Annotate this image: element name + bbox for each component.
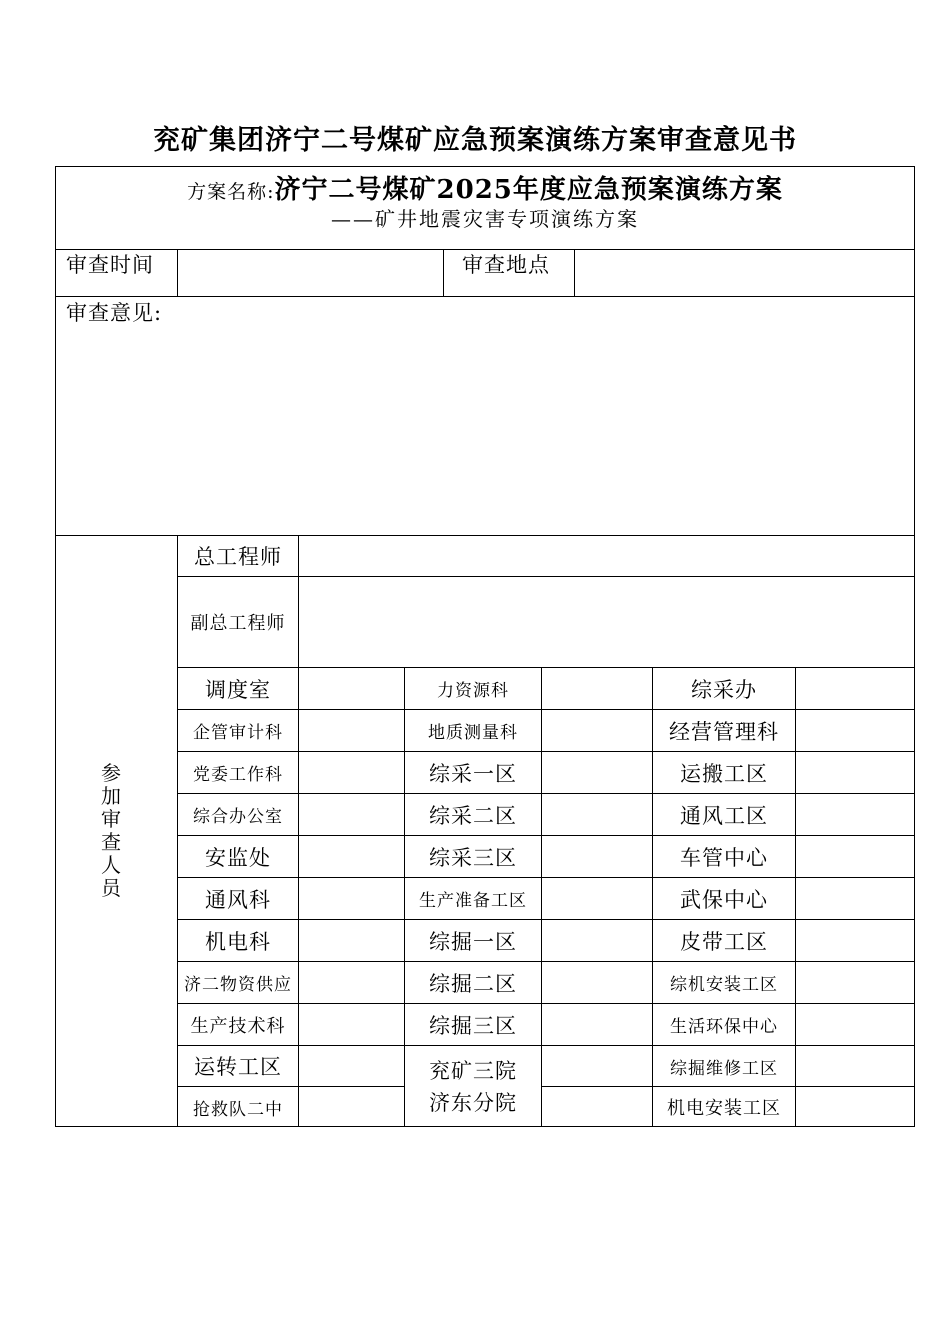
participants-label-char: 查 bbox=[101, 830, 121, 854]
review-opinion-field[interactable] bbox=[56, 327, 914, 535]
dept-label: 通风科 bbox=[205, 887, 271, 912]
dept-label: 党委工作科 bbox=[193, 765, 283, 785]
dept-label: 生活环保中心 bbox=[670, 1017, 778, 1037]
dept-label: 综掘二区 bbox=[429, 971, 517, 996]
participants-label-char: 人 bbox=[101, 853, 121, 877]
dept-label: 综掘维修工区 bbox=[670, 1058, 778, 1079]
dept-label: 运搬工区 bbox=[680, 761, 768, 786]
participants-section-label bbox=[96, 762, 126, 900]
dept-label: 车管中心 bbox=[680, 845, 768, 870]
divider bbox=[56, 296, 914, 297]
dept-label: 综机安装工区 bbox=[670, 975, 778, 995]
dept-label: 机电安装工区 bbox=[667, 1098, 781, 1119]
participants-label-char: 审 bbox=[101, 807, 121, 831]
plan-name: 济宁二号煤矿2025年度应急预案演练方案 bbox=[274, 175, 783, 205]
dept-label: 综掘一区 bbox=[429, 929, 517, 954]
review-location-field[interactable] bbox=[575, 250, 914, 296]
dept-label: 济二物资供应 bbox=[184, 975, 292, 995]
plan-subtitle: ——矿井地震灾害专项演练方案 bbox=[331, 207, 639, 231]
dept-label: 调度室 bbox=[205, 677, 271, 702]
review-time-field[interactable] bbox=[178, 250, 443, 296]
dept-label: 运转工区 bbox=[194, 1055, 282, 1079]
chief-engineer-label: 总工程师 bbox=[194, 545, 282, 569]
dept-label: 皮带工区 bbox=[680, 929, 768, 954]
dept-label: 综采三区 bbox=[429, 845, 517, 870]
divider bbox=[443, 249, 444, 296]
dept-label: 综合办公室 bbox=[193, 807, 283, 827]
participants-label-char: 加 bbox=[101, 784, 121, 808]
review-location-label: 审查地点 bbox=[462, 253, 550, 277]
dept-label: 经营管理科 bbox=[669, 719, 779, 744]
deputy-chief-engineer-signature-field[interactable] bbox=[299, 577, 914, 667]
dept-label: 力资源科 bbox=[437, 681, 509, 701]
review-form bbox=[55, 166, 915, 1127]
dept-label: 综掘三区 bbox=[429, 1013, 517, 1038]
dept-label: 抢救队二中 bbox=[193, 1099, 283, 1120]
chief-engineer-signature-field[interactable] bbox=[299, 536, 914, 576]
plan-header bbox=[56, 167, 914, 232]
participants-label-char: 员 bbox=[101, 876, 121, 900]
deputy-chief-engineer-label: 副总工程师 bbox=[190, 613, 286, 634]
document-title: 兖矿集团济宁二号煤矿应急预案演练方案审查意见书 bbox=[153, 125, 797, 156]
dept-label: 通风工区 bbox=[680, 803, 768, 828]
dept-label: 安监处 bbox=[205, 845, 271, 870]
divider bbox=[795, 667, 796, 1127]
dept-label: 地质测量科 bbox=[428, 723, 518, 743]
merged-dept-label: 兖矿三院济东分院 bbox=[429, 1058, 517, 1115]
review-opinion-label: 审查意见: bbox=[66, 301, 163, 325]
dept-label: 生产准备工区 bbox=[419, 891, 527, 911]
dept-label: 企管审计科 bbox=[193, 723, 283, 743]
plan-name-label: 方案名称: bbox=[187, 181, 275, 203]
dept-label: 武保中心 bbox=[680, 887, 768, 912]
participants-label-char: 参 bbox=[101, 761, 121, 785]
divider bbox=[541, 667, 542, 1127]
dept-label: 机电科 bbox=[205, 929, 271, 954]
review-time-label: 审查时间 bbox=[66, 253, 154, 277]
dept-label: 生产技术科 bbox=[190, 1015, 286, 1037]
dept-label: 综采二区 bbox=[429, 803, 517, 828]
dept-label: 综采一区 bbox=[429, 761, 517, 786]
dept-label: 综采办 bbox=[691, 677, 757, 702]
